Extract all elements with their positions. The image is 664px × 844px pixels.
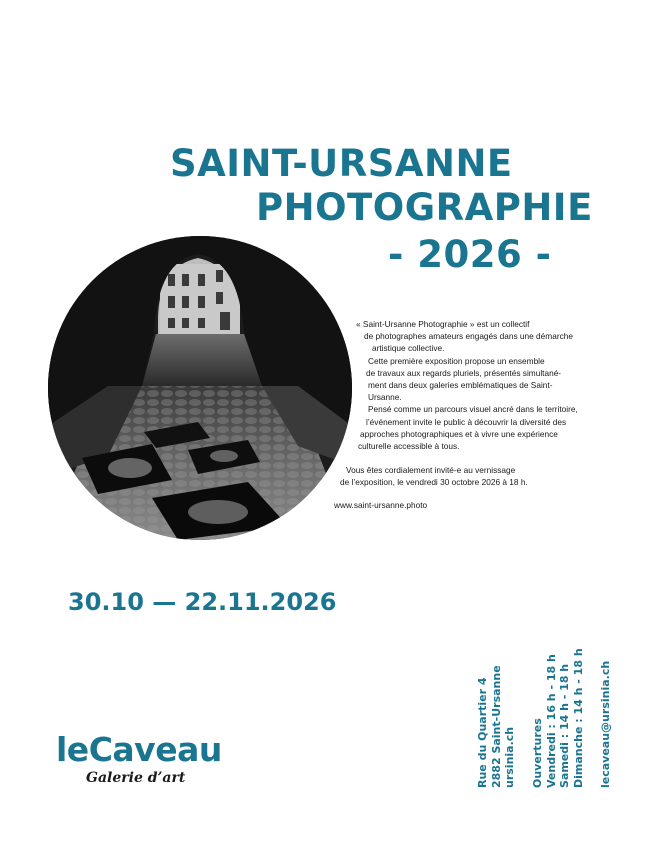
address-street: Rue du Quartier 4 bbox=[476, 677, 489, 788]
title-line-1: SAINT-URSANNE bbox=[170, 142, 513, 185]
intro-line: ment dans deux galeries emblématiques de Saint- bbox=[368, 380, 553, 391]
address-website[interactable]: ursinia.ch bbox=[503, 726, 516, 788]
email-link[interactable]: lecaveau@ursinia.ch bbox=[599, 660, 612, 788]
address-block bbox=[476, 665, 517, 788]
address-city: 2882 Saint-Ursanne bbox=[489, 665, 503, 788]
gallery-logo: leCaveau bbox=[56, 730, 222, 769]
intro-line: Cette première exposition propose un ensemble bbox=[368, 355, 545, 366]
title-year: - 2026 - bbox=[388, 233, 552, 276]
intro-line: approches photographiques et à vivre une expérience bbox=[360, 428, 558, 439]
intro-line: de photographes amateurs engagés dans une démarche bbox=[364, 331, 573, 342]
gallery-subtitle: Galerie d’art bbox=[86, 770, 186, 786]
intro-line: artistique collective. bbox=[372, 343, 445, 354]
intro-line: « Saint-Ursanne Photographie » est un collectif bbox=[356, 319, 530, 329]
intro-line: de travaux aux regards pluriels, présentés simultané- bbox=[366, 367, 562, 378]
intro-line: culturelle accessible à tous. bbox=[358, 441, 460, 452]
hours-saturday: Samedi : 14 h - 18 h bbox=[558, 663, 571, 788]
intro-text bbox=[330, 318, 630, 511]
title-line-2: PHOTOGRAPHIE bbox=[256, 186, 593, 229]
email-block bbox=[599, 661, 613, 788]
intro-line: Pensé comme un parcours visuel ancré dans le territoire, bbox=[368, 404, 578, 415]
intro-line: l’événement invite le public à découvrir la diversité des bbox=[366, 416, 567, 427]
intro-line: Ursanne. bbox=[368, 392, 402, 403]
hours-heading: Ouvertures bbox=[531, 718, 544, 788]
archway-photo bbox=[48, 236, 352, 540]
invitation-line: de l’exposition, le vendredi 30 octobre 2026 à 18 h. bbox=[340, 477, 528, 488]
exhibition-dates: 30.10 — 22.11.2026 bbox=[68, 588, 337, 616]
website-link[interactable]: www.saint-ursanne.photo bbox=[334, 499, 428, 510]
invitation-line: Vous êtes cordialement invité-e au vernissage bbox=[346, 465, 516, 476]
opening-hours bbox=[531, 648, 585, 788]
hours-friday: Vendredi : 16 h - 18 h bbox=[544, 654, 558, 788]
hours-sunday: Dimanche : 14 h - 18 h bbox=[571, 648, 585, 788]
